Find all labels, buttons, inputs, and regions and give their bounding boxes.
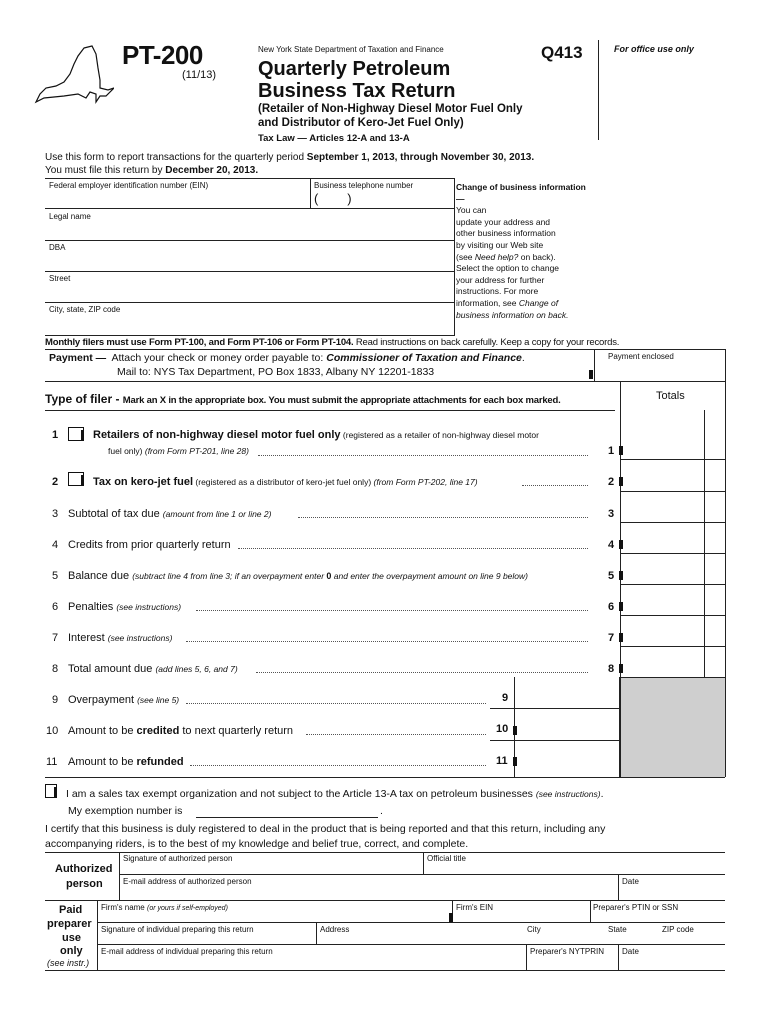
line-1-number: 1 [52,429,59,441]
firm-name-field[interactable] [101,911,446,921]
street-label: Street [49,274,71,283]
line-4-number: 4 [52,539,59,551]
preparer-label-1: Paid [59,904,83,916]
authorized-person-label-1: Authorized [55,863,113,875]
line-2-checkbox[interactable] [68,472,84,486]
preparer-ptin-field[interactable] [593,911,723,921]
office-use-divider [598,40,599,140]
authorized-email-label: E-mail address of authorized person [123,877,252,886]
preparer-address-field[interactable] [320,934,520,944]
form-title-line1: Quarterly Petroleum [258,58,451,80]
official-title-label: Official title [427,854,466,863]
preparer-label-5: (see instr.) [47,958,90,968]
line-7-amount[interactable] [624,629,702,645]
totals-column-header: Totals [656,390,685,402]
preparer-signature-label: Signature of individual preparing this return [101,925,254,934]
line-1-text: Retailers of non-highway diesel motor fuel only (registered as a retailer of non-highway diesel motor [93,429,539,441]
street-field[interactable] [49,286,449,300]
line-9-box-number: 9 [502,692,509,704]
authorized-date-label: Date [622,877,639,886]
line-6-amount[interactable] [624,598,702,614]
line-4-amount[interactable] [624,536,702,552]
form-revision: (11/13) [182,69,217,81]
preparer-signature-field[interactable] [101,934,311,944]
preparer-email-field[interactable] [101,956,521,968]
payment-instructions: Payment — Attach your check or money order payable to: Commissioner of Taxation and Finance. [49,352,525,364]
office-use-label: For office use only [614,44,694,54]
line-8-text: Total amount due (add lines 5, 6, and 7) [68,663,238,675]
line-6-box-number: 6 [608,601,615,613]
line-10-number: 10 [46,725,59,737]
line-9-text: Overpayment (see line 5) [68,694,180,706]
shaded-totals-area [621,678,725,777]
preparer-address-label: Address [320,925,350,934]
line-10-text: Amount to be credited to next quarterly return [68,725,294,737]
line-5-number: 5 [52,570,59,582]
line-3-number: 3 [52,508,59,520]
line-3-amount[interactable] [624,505,702,521]
exemption-number-field[interactable] [196,803,376,817]
line-5-amount[interactable] [624,567,702,583]
line-5-box-number: 5 [608,570,615,582]
certification-line1: I certify that this business is duly registered to deal in the product that is being reported and that this return, including any [45,823,606,835]
line-7-text: Interest (see instructions) [68,632,173,644]
exemption-number-end: . [380,805,383,817]
legal-name-field[interactable] [49,224,449,238]
firm-ein-field[interactable] [456,911,586,921]
payee-name: Commissioner of Taxation and Finance [326,352,522,364]
line-2-number: 2 [52,476,59,488]
firm-ein-label: Firm's EIN [456,903,494,912]
filing-deadline-text: You must file this return by December 20, 2013. [45,165,259,176]
payment-enclosed-marker [589,370,593,379]
line-4-box-number: 4 [608,539,615,551]
form-subtitle-line1: (Retailer of Non-Highway Diesel Motor Fuel Only [258,103,523,115]
tax-law-reference: Tax Law — Articles 12-A and 13-A [258,133,410,144]
mailing-address: Mail to: NYS Tax Department, PO Box 1833, Albany NY 12201-1833 [117,366,435,378]
line-5-text: Balance due (subtract line 4 from line 3; if an overpayment enter 0 and enter the overpayment amount on line 9 below) [68,570,528,582]
new-york-state-map-icon [34,44,114,106]
form-title-line2: Business Tax Return [258,80,456,102]
authorized-date-field[interactable] [622,886,722,898]
certification-line2: accompanying riders, is to the best of my knowledge and belief true, correct, and complete. [45,838,469,850]
line-4-text: Credits from prior quarterly return [68,539,231,551]
type-of-filer-heading: Type of filer - Mark an X in the appropriate box. You must submit the appropriate attachments for each box marked. [45,392,561,406]
quarter-code: Q413 [541,43,583,62]
preparer-nytprin-label: Preparer's NYTPRIN [530,947,604,956]
line-10-amount[interactable] [518,721,616,737]
exemption-number-label: My exemption number is [68,805,183,817]
phone-field[interactable] [360,193,450,207]
line-1-box-number: 1 [608,445,615,457]
preparer-nytprin-field[interactable] [530,956,614,968]
preparer-state-label: State [608,925,627,934]
authorized-person-label-2: person [66,878,103,890]
authorized-signature-label: Signature of authorized person [123,854,233,863]
authorized-email-field[interactable] [123,886,613,898]
payment-enclosed-label: Payment enclosed [608,352,674,361]
sales-tax-exempt-text: I am a sales tax exempt organization and not subject to the Article 13-A tax on petroleum businesses (see instructions). [66,788,604,800]
dba-label: DBA [49,243,66,252]
preparer-date-label: Date [622,947,639,956]
dba-field[interactable] [49,255,449,269]
line-3-text: Subtotal of tax due (amount from line 1 or line 2) [68,508,272,520]
filing-deadline: December 20, 2013. [165,165,259,176]
monthly-filers-note: Monthly filers must use Form PT-100, and Form PT-106 or Form PT-104. Read instructions on back carefully. Keep a copy for your records. [45,337,620,348]
firm-name-label: Firm's name (or yours if self-employed) [101,903,228,912]
preparer-city-label: City [527,925,541,934]
preparer-ptin-label: Preparer's PTIN or SSN [593,903,679,912]
line-7-box-number: 7 [608,632,615,644]
line-2-text: Tax on kero-jet fuel (registered as a distributor of kero-jet fuel only) (from Form PT-202, line 17) [93,476,478,488]
department-name: New York State Department of Taxation and Finance [258,45,444,54]
quarterly-period-text: Use this form to report transactions for the quarterly period September 1, 2013, through November 30, 2013. [45,152,535,163]
phone-label: Business telephone number [314,181,414,190]
form-subtitle-line2: and Distributor of Kero-Jet Fuel Only) [258,117,464,129]
preparer-label-2: preparer [47,918,92,930]
line-2-box-number: 2 [608,476,615,488]
line-6-number: 6 [52,601,59,613]
change-of-business-info: Change of business information — You can update your address and other business information by visiting our Web site (see Need help? on back). Select the option to change your address for further instructions. For more information, see Change of business information on back. [456,182,586,320]
line-11-amount[interactable] [518,752,616,768]
line-8-number: 8 [52,663,59,675]
legal-name-label: Legal name [49,212,91,221]
city-state-zip-field[interactable] [49,317,449,331]
line-3-box-number: 3 [608,508,615,520]
phone-area-code-parens: ( ) [314,191,352,206]
payment-enclosed-field[interactable] [600,364,720,378]
line-8-box-number: 8 [608,663,615,675]
line-2-amount[interactable] [624,474,702,490]
line-11-number: 11 [46,756,58,768]
line-1-checkbox[interactable] [68,427,84,441]
line-1-text-cont: fuel only) (from Form PT-201, line 28) [108,446,249,456]
line-7-number: 7 [52,632,59,644]
authorized-signature-field[interactable] [123,862,419,874]
line-6-text: Penalties (see instructions) [68,601,182,613]
line-10-box-number: 10 [496,723,509,735]
line-9-amount[interactable] [518,690,616,706]
sales-tax-exempt-checkbox[interactable] [45,784,57,798]
preparer-label-3: use [62,932,81,944]
line-11-text: Amount to be refunded [68,756,184,768]
line-11-box-number: 11 [496,755,508,767]
city-state-zip-label: City, state, ZIP code [49,305,121,314]
preparer-email-label: E-mail address of individual preparing this return [101,947,273,956]
quarterly-period: September 1, 2013, through November 30, 2013. [306,152,535,163]
preparer-zip-label: ZIP code [662,925,694,934]
line-8-amount[interactable] [624,660,702,676]
preparer-label-4: only [60,945,83,957]
ein-field[interactable] [49,193,304,207]
preparer-date-field[interactable] [622,956,722,968]
line-9-number: 9 [52,694,59,706]
official-title-field[interactable] [427,862,721,874]
form-number: PT-200 [122,40,203,70]
ein-label: Federal employer identification number (EIN) [49,181,209,190]
line-1-amount[interactable] [624,443,702,459]
